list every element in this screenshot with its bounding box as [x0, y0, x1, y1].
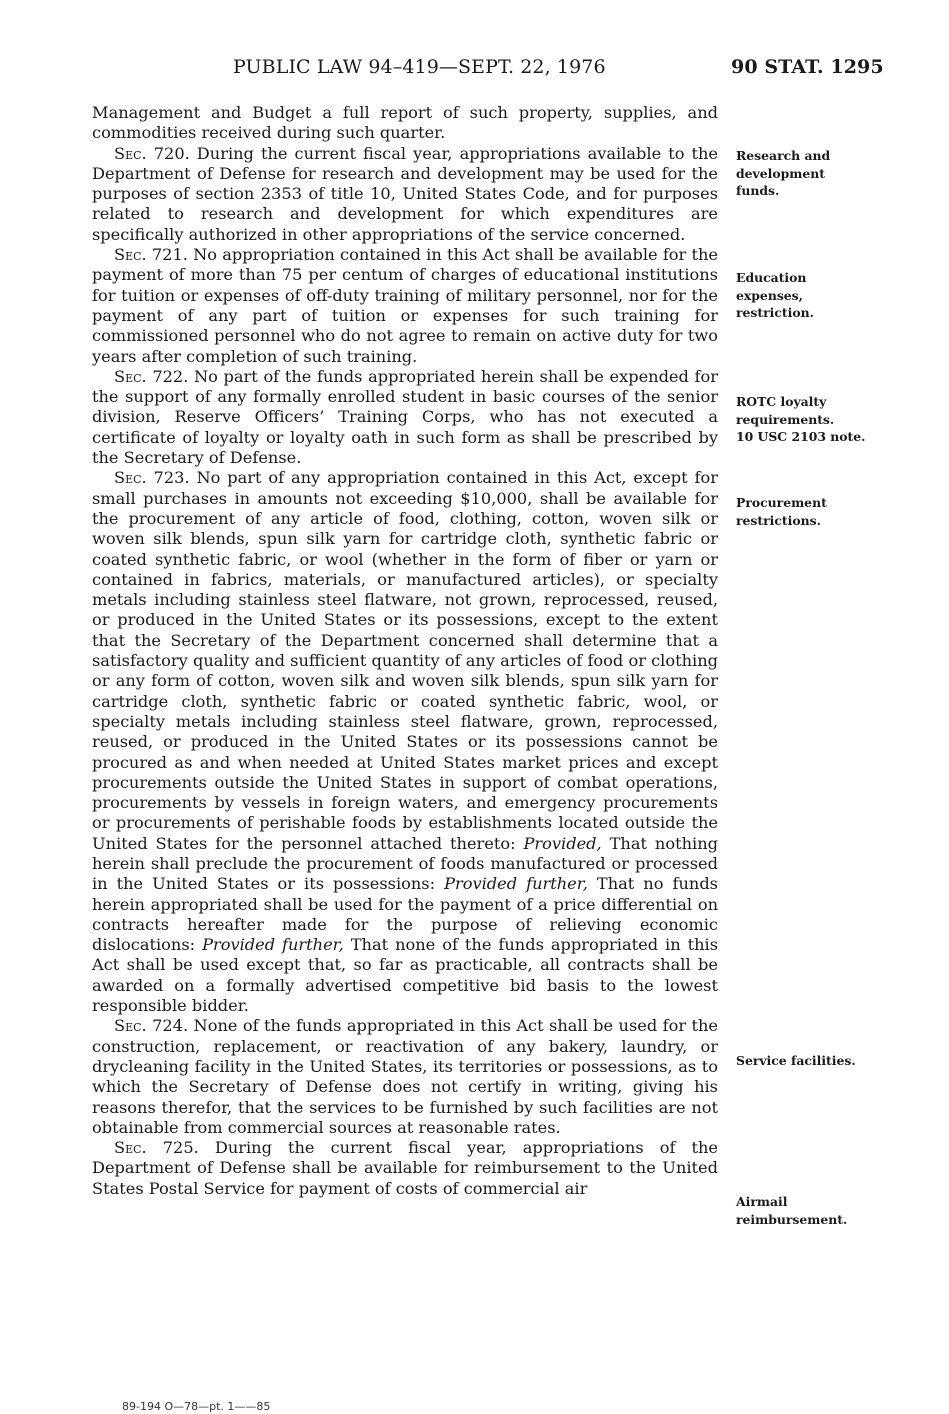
section-label: Sec. — [114, 366, 147, 386]
printing-code: 89-194 O—78—pt. 1——85 — [122, 1400, 271, 1413]
margin-note-airmail: Airmail reimbursement. — [736, 1194, 848, 1227]
section-label: Sec. — [114, 143, 147, 163]
section-722 — [92, 367, 718, 468]
margin-note-education: Education expenses, restriction. — [736, 270, 814, 320]
section-721 — [92, 245, 718, 367]
section-text: 725. During the current fiscal year, appropriations of the Department of Defense shall be available for reimbursement to the United States Postal Service for payment of costs of commercial air — [92, 1138, 718, 1198]
running-header-title: PUBLIC LAW 94–419—SEPT. 22, 1976 — [233, 56, 606, 78]
continuation-paragraph: Management and Budget a full report of such property, supplies, and commodities received during such quarter. — [92, 103, 718, 143]
margin-note-service: Service facilities. — [736, 1053, 856, 1068]
section-725 — [92, 1138, 718, 1199]
section-text: That none of the funds appropriated in this Act shall be used except that, so far as practicable, all contracts shall be awarded on a formally advertised competitive bid basis to the lowest responsible bidder. — [92, 935, 719, 1016]
section-text: That nothing herein shall preclude the procurement of foods manufactured or processed in the United States or its possessions: — [92, 833, 718, 894]
section-723 — [92, 468, 718, 1016]
body-text — [92, 103, 718, 1199]
margin-note-research: Research and development funds. — [736, 148, 831, 198]
margin-note-rotc: ROTC loyalty requirements. — [736, 394, 835, 427]
margin-note-procurement: Procurement restrictions. — [736, 495, 827, 528]
section-label: Sec. — [114, 1016, 147, 1036]
section-text: 723. No part of any appropriation contained in this Act, except for small purchases in amounts not exceeding $10,000, shall be available for the procurement of any article of food, clothing, cotton, woven silk or woven silk blends, spun silk yarn for cartridge cloth, synthetic fabric or coated synthetic fabric, or wool (whether in the form of fiber or yarn or contained in fabrics, materials, or manufactured articles), or specialty metals including stainless steel flatware, not grown, reprocessed, reused, or produced in the United States or its possessions, except to the extent that the Secretary of the Department concerned shall determine that a satisfactory quality and sufficient quantity of any articles of food or clothing or any form of cotton, woven silk and woven silk blends, spun silk yarn for cartridge cloth, synthetic fabric or coated synthetic fabric, wool, or specialty metals including stainless steel flatware, grown, reprocessed, reused, or produced in the United States or its possessions cannot be procured as and when needed at United States market prices and except procurements outside the United States in support of combat operations, procurements by vessels in foreign waters, and emergency procurements or procurements of perishable foods by establishments located outside the United States for the personnel attached thereto: — [92, 468, 718, 853]
section-label: Sec. — [114, 1138, 147, 1158]
section-label: Sec. — [114, 468, 147, 488]
section-text: 724. None of the funds appropriated in this Act shall be used for the construction, replacement, or reactivation of any bakery, laundry, or drycleaning facility in the United States, its territories or possessions, as to which the Secretary of Defense does not certify in writing, giving his reasons therefor, that the services to be furnished by such facilities are not obtainable from commercial sources at reasonable rates. — [92, 1016, 718, 1137]
proviso: Provided further, — [202, 935, 344, 955]
section-label: Sec. — [114, 245, 147, 265]
section-724 — [92, 1016, 718, 1138]
margin-note-rotc-citation: 10 USC 2103 note. — [736, 429, 866, 444]
section-720 — [92, 144, 718, 245]
proviso: Provided, — [523, 833, 602, 853]
section-text: 720. During the current fiscal year, appropriations available to the Department of Defense for research and development may be used for the purposes of section 2353 of title 10, United States Code, and for purposes related to research and development for which expenditures are specifically authorized in other appropriations of the service concerned. — [92, 143, 718, 244]
section-text: That no funds herein appropriated shall be used for the payment of a price differential on contracts hereafter made for the purpose of relieving economic dislocations: — [92, 874, 718, 955]
proviso: Provided further, — [444, 874, 588, 894]
running-header-page: 90 STAT. 1295 — [731, 56, 884, 78]
section-text: 722. No part of the funds appropriated herein shall be expended for the support of any formally enrolled student in basic courses of the senior division, Reserve Officers’ Training Corps, who has not executed a certificate of loyalty or loyalty oath in such form as shall be prescribed by the Secretary of Defense. — [92, 366, 718, 468]
section-text: 721. No appropriation contained in this Act shall be available for the payment of more than 75 per centum of charges of educational institutions for tuition or expenses of off-duty training of military personnel, nor for the payment of any part of tuition or expenses for such training for commissioned personnel who do not agree to remain on active duty for two years after completion of such training. — [92, 245, 718, 366]
